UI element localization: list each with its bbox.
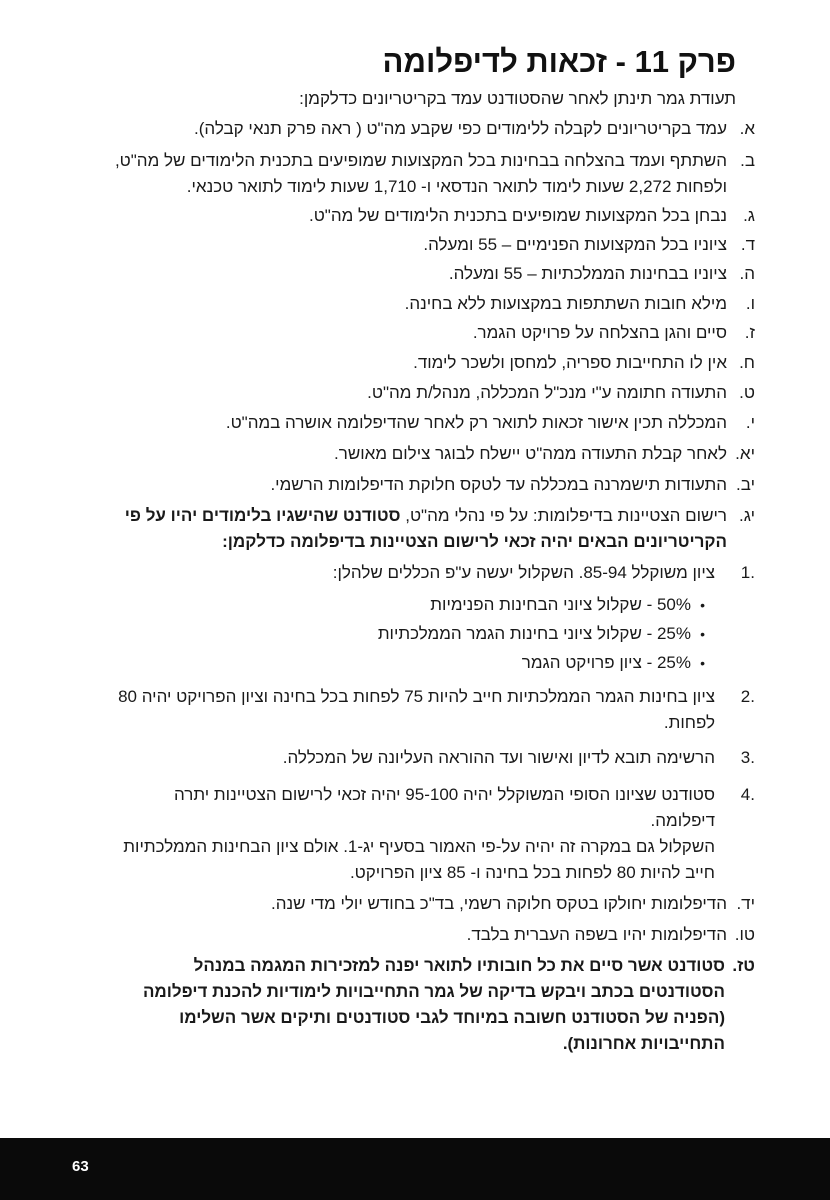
item-marker: טז. bbox=[732, 956, 755, 975]
sub-item-marker: .3 bbox=[740, 748, 755, 767]
list-item-dalet bbox=[75, 232, 755, 258]
item-text: הדיפלומות יחולקו בטקס חלוקה רשמי, בד"כ בחודש יולי מדי שנה. bbox=[271, 894, 727, 913]
item-marker: ח. bbox=[739, 353, 755, 372]
item-text-bold: סטודנט שהישגיו בלימודים יהיו על פי bbox=[124, 506, 401, 525]
chapter-title: פרק 11 - זכאות לדיפלומה bbox=[382, 44, 736, 79]
sub-item-marker: .1 bbox=[740, 563, 755, 582]
sub-item-text-line: השקלול גם במקרה זה יהיה על-פי האמור בסעיף יג-1. אולם ציון הבחינות הממלכתיות bbox=[123, 837, 715, 856]
sub-item-text-line: דיפלומה. bbox=[650, 811, 715, 830]
sub-item-text: ציון משוקלל 85-94. השקלול יעשה ע"פ הכללים שלהלן: bbox=[332, 563, 715, 582]
item-marker: ב. bbox=[740, 151, 755, 170]
bullet-item bbox=[165, 650, 705, 676]
list-item-zayin bbox=[75, 320, 755, 346]
item-marker: י. bbox=[745, 413, 755, 432]
list-item-yod-bet bbox=[75, 472, 755, 498]
list-item-tet-vav bbox=[75, 922, 755, 948]
sub-item-text-line: לפחות. bbox=[663, 713, 715, 732]
bullet-text: 25% - ציון פרויקט הגמר bbox=[521, 653, 691, 672]
item-text: ציוניו בבחינות הממלכתיות – 55 ומעלה. bbox=[448, 264, 727, 283]
item-text: התעודות תישמרנה במכללה עד לטקס חלוקת הדיפלומות הרשמי. bbox=[270, 475, 727, 494]
item-text: מילא חובות השתתפות במקצועות ללא בחינה. bbox=[404, 294, 727, 313]
sub-item-3 bbox=[65, 745, 755, 771]
item-marker: יא. bbox=[735, 444, 755, 463]
item-text-line: התחייבויות אחרונות). bbox=[562, 1034, 725, 1053]
sub-item-text-line: חייב להיות 80 לפחות בכל בחינה ו- 85 ציון הפרויקט. bbox=[349, 863, 715, 882]
sub-item-text-line: סטודנט שציונו הסופי המשוקלל יהיה 95-100 יהיה זכאי לרישום הצטיינות יתרה bbox=[174, 785, 715, 804]
intro-paragraph: תעודת גמר תינתן לאחר שהסטודנט עמד בקריטריונים כדלקמן: bbox=[299, 89, 736, 108]
bullet-text: 25% - שקלול ציוני בחינות הגמר הממלכתיות bbox=[377, 624, 691, 643]
item-text-line: השתתף ועמד בהצלחה בבחינות בכל המקצועות שמופיעים בתכנית הלימודים של מה"ט, bbox=[114, 151, 727, 170]
item-text: הדיפלומות יהיו בשפה העברית בלבד. bbox=[466, 925, 727, 944]
sub-item-text-line: ציון בחינות הגמר הממלכתיות חייב להיות 75 לפחות בכל בחינה וציון הפרויקט יהיה 80 bbox=[118, 687, 715, 706]
item-text: אין לו התחייבות ספריה, למחסן ולשכר לימוד. bbox=[413, 353, 727, 372]
list-item-yod bbox=[75, 410, 755, 436]
list-item-tet-zayin bbox=[75, 953, 755, 1057]
bullet-icon: • bbox=[700, 626, 705, 642]
item-text: התעודה חתומה ע"י מנכ"ל המכללה, מנהל/ת מה"ט. bbox=[367, 383, 727, 402]
list-item-gimel bbox=[75, 203, 755, 229]
sub-item-marker: .2 bbox=[740, 687, 755, 706]
list-item-yod-alef bbox=[75, 441, 755, 467]
list-item-bet bbox=[75, 148, 755, 200]
item-text-line: (הפניה של הסטודנט חשובה במיוחד לגבי סטודנטים ותיקים אשר השלימו bbox=[179, 1008, 725, 1027]
list-item-he bbox=[75, 261, 755, 287]
item-marker: ו. bbox=[745, 294, 755, 313]
sub-item-2 bbox=[65, 684, 755, 736]
list-item-vav bbox=[75, 291, 755, 317]
item-marker: ג. bbox=[743, 206, 755, 225]
item-marker: יב. bbox=[736, 475, 755, 494]
list-item-alef bbox=[75, 116, 755, 142]
item-text: לאחר קבלת התעודה ממה"ט יישלח לבוגר צילום מאושר. bbox=[334, 444, 727, 463]
item-marker: יג. bbox=[739, 506, 755, 525]
list-item-tet bbox=[75, 380, 755, 406]
sub-item-marker: .4 bbox=[740, 785, 755, 804]
list-item-yod-dalet bbox=[75, 891, 755, 917]
item-text-line: הסטודנטים בכתב ויבקש בדיקה של גמר התחייבויות לימודיות להכנת דיפלומה bbox=[142, 982, 725, 1001]
item-text: נבחן בכל המקצועות שמופיעים בתכנית הלימודים של מה"ט. bbox=[308, 206, 727, 225]
sub-item-text: הרשימה תובא לדיון ואישור ועד ההוראה העליונה של המכללה. bbox=[282, 748, 715, 767]
item-text-line: סטודנט אשר סיים את כל חובותיו לתואר יפנה למזכירות המגמה במנהל bbox=[193, 956, 725, 975]
item-text: סיים והגן בהצלחה על פרויקט הגמר. bbox=[472, 323, 727, 342]
bullet-text: 50% - שקלול ציוני הבחינות הפנימיות bbox=[430, 595, 691, 614]
item-text: המכללה תכין אישור זכאות לתואר רק לאחר שהדיפלומה אושרה במה"ט. bbox=[225, 413, 727, 432]
item-text-bold-line: הקריטריונים הבאים יהיה זכאי לרישום הצטיינות בדיפלומה כדלקמן: bbox=[222, 532, 727, 551]
item-text-line: ולפחות 2,272 שעות לימוד לתואר הנדסאי ו- 1,710 שעות לימוד לתואר טכנאי. bbox=[186, 177, 727, 196]
bullet-icon: • bbox=[700, 655, 705, 671]
bullet-item bbox=[165, 592, 705, 618]
item-text: ציוניו בכל המקצועות הפנימיים – 55 ומעלה. bbox=[423, 235, 727, 254]
item-marker: טו. bbox=[734, 925, 755, 944]
item-marker: ד. bbox=[740, 235, 755, 254]
item-marker: ט. bbox=[739, 383, 755, 402]
bullet-item bbox=[165, 621, 705, 647]
item-marker: ז. bbox=[744, 323, 755, 342]
item-marker: יד. bbox=[736, 894, 755, 913]
item-text-normal: רישום הצטיינות בדיפלומות: על פי נהלי מה"ט, bbox=[400, 506, 727, 525]
page-footer bbox=[0, 1138, 830, 1200]
list-item-het bbox=[75, 350, 755, 376]
item-marker: ה. bbox=[739, 264, 755, 283]
sub-item-1 bbox=[145, 560, 755, 586]
bullet-icon: • bbox=[700, 597, 705, 613]
item-text: עמד בקריטריונים לקבלה ללימודים כפי שקבע מה"ט ( ראה פרק תנאי קבלה). bbox=[194, 119, 727, 138]
item-marker: א. bbox=[739, 119, 755, 138]
sub-item-4 bbox=[65, 782, 755, 886]
page-number: 63 bbox=[72, 1158, 89, 1175]
list-item-yod-gimel bbox=[65, 503, 755, 555]
